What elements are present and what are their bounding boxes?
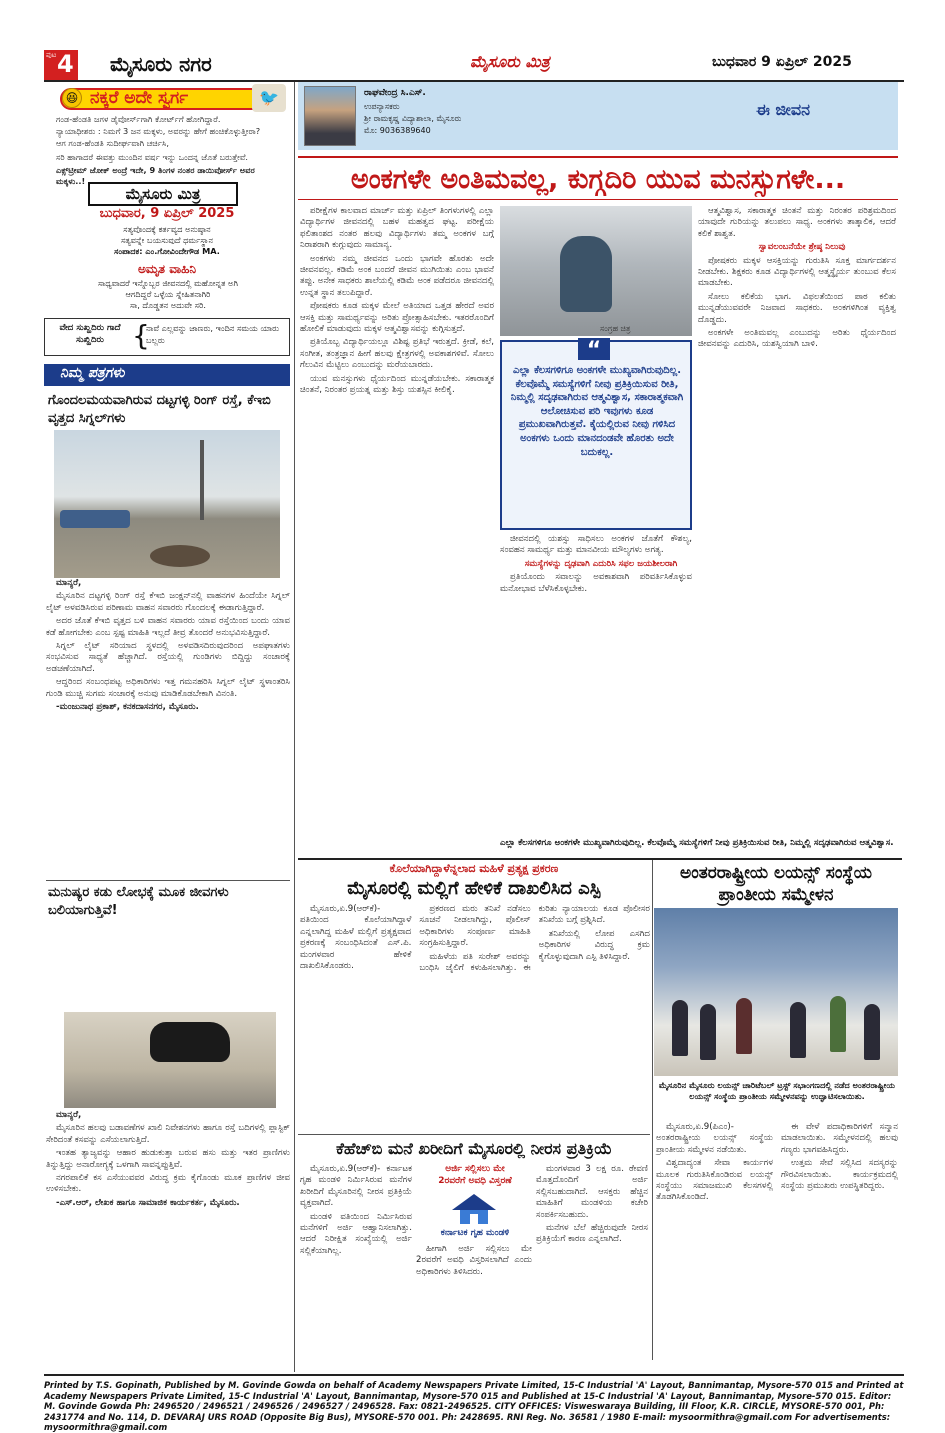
person (790, 1002, 806, 1058)
imprint: Printed by T.S. Gopinath, Published by M. Govinde Gowda on behalf of Academy Newspapers Private Limited, 15-C Industrial 'A' Layout, Bannimantap, Mysore-570 015 and Printed at Academy Newspapers Private Limited, 15-C Industrial 'A' Layout, Bannimantap, Mysore-570 015 and Published at 15-C Industrial 'A' Layout, Bannimantap, Mysore-570 015. Editor: M. Govinde Gowda Ph: 2496520 / 2496521 / 2496526 / 2496527 / 2496528. Fax: 0821-2496525. CITY OFFICES: Visweswaraya Building, III Floor, K.R. CIRCLE, MYSORE-570 001, Ph: 2431774 and No. 114, D. DEVARAJ URS ROAD (Opposite Big Bus), MYSORE-570 001. Ph: 2428695. RNI Reg. No. 36581 / 1980 E-mail: mysoormithra@gmail.com For advertisements: mysoormithra@gmail.com (44, 1380, 904, 1433)
student-figure (560, 236, 612, 312)
promo-name: ಕರ್ನಾಟಕ ಗೃಹ ಮಂಡಳಿ (440, 1228, 510, 1238)
joke-line: ನ್ಯಾಯಾಧೀಶರು : ನಿಮಗೆ 3 ಜನ ಮಕ್ಕಳು, ಅವರನ್ನು ಹೇಗೆ ಹಂಚಿಕೊಳ್ಳುತ್ತೀರಾ? (56, 126, 261, 136)
news-paragraph: ಮೈಸೂರು,ಏ.9(ಪಿಎಂ)- ಅಂತರರಾಷ್ಟ್ರೀಯ ಲಯನ್ಸ್ ಸಂಸ್ಥೆಯ ಪ್ರಾಂತೀಯ ಸಮ್ಮೇಳನ ನಡೆಯಿತು. (656, 1122, 773, 1155)
proverb-right: ನಾವೆ ಎಲ್ಲವನ್ನು ಜಾಣರು, ಇಂದಿನ ಸಮಯ ಯಾರು ಬಲ್ಲರು (146, 323, 280, 345)
feature-paragraph: ಸೋಲು ಕಲಿಕೆಯ ಭಾಗ. ವಿಫಲತೆಯಿಂದ ಪಾಠ ಕಲಿತು ಮುನ್ನಡೆಯುವವರೇ ನಿಜವಾದ ಸಾಧಕರು. ಅಂಕಗಳಿಗಿಂತ ವ್ಯಕ್ತಿತ್ವ ದೊಡ್ಡದು. (698, 291, 896, 325)
letter-signature: -ಮಂಜುನಾಥ ಪ್ರಕಾಶ್, ಕನಕದಾಸನಗರ, ಮೈಸೂರು. (56, 702, 199, 713)
pull-quote: ಎಲ್ಲಾ ಕೆಲಸಗಳಿಗೂ ಅಂಕಗಳೇ ಮುಖ್ಯವಾಗಿರುವುದಿಲ್ಲ. ಕೆಲವೊಮ್ಮೆ ಸಮಸ್ಯೆಗಳಿಗೆ ನೀವು ಪ್ರತಿಕ್ರಿಯಿಸುವ ರೀತಿ, ನಿಮ್ಮಲ್ಲಿ ಸದೃಢವಾಗಿರುವ ಆತ್ಮವಿಶ್ವಾಸ, ಸಕಾರಾತ್ಮಕವಾಗಿ ಆಲೋಚಿಸುವ ಪರಿ ಇವುಗಳು ಕೂಡ ಪ್ರಮುಖವಾಗಿರುತ್ತವೆ. ಕೈಯಲ್ಲಿರುವ ನೀವು ಗಳಿಸಿದ ಅಂಕಗಳು ಒಂದು ಮಾನದಂಡವೇ ಹೊರತು ಅದೇ ಬದುಕಲ್ಲ. (510, 365, 684, 458)
feature-column-2 (500, 534, 692, 836)
divider (298, 858, 902, 860)
brace-icon: { (132, 319, 150, 352)
letter-paragraph: ಮೈಸೂರಿನ ಹಲವು ಬಡಾವಣೆಗಳ ಖಾಲಿ ನಿವೇಶನಗಳು ಹಾಗೂ ರಸ್ತೆ ಬದಿಗಳಲ್ಲಿ ಪ್ಲಾಸ್ಟಿಕ್ ಸೇರಿದಂತೆ ಕಸವನ್ನು ಎಸೆಯಲಾಗುತ್ತಿದೆ. (46, 1123, 290, 1145)
editor-credit: ಸಂಪಾದಕ: ಎಂ.ಗೋವಿಂದೇಗೌಡ MA. (114, 246, 220, 256)
footer-rule (44, 1374, 904, 1376)
author-photo (304, 86, 356, 146)
feature-column-3 (698, 206, 896, 836)
news-paragraph: ಮೈಸೂರು,ಏ.9(ಆರ್‌ಕೆ)- ಪತಿಯಿಂದ ಕೊಲೆಯಾಗಿದ್ದಾಳೆ ಎನ್ನಲಾಗಿದ್ದ ಮಹಿಳೆ ಮಲ್ಲಿಗೆ ಪ್ರತ್ಯಕ್ಷವಾದ ಪ್ರಕರಣಕ್ಕೆ ಸಂಬಂಧಿಸಿದಂತೆ ಎಸ್.ಪಿ. ಮಂಗಳವಾರ ಹೇಳಿಕೆ ದಾಖಲಿಸಿಕೊಂಡರು. (300, 904, 412, 972)
news-paragraph: ಈ ವೇಳೆ ಪದಾಧಿಕಾರಿಗಳಿಗೆ ಸನ್ಮಾನ ಮಾಡಲಾಯಿತು. ಸಮ್ಮೇಳನದಲ್ಲಿ ಹಲವು ಗಣ್ಯರು ಭಾಗವಹಿಸಿದ್ದರು. (781, 1122, 898, 1155)
quote-icon: “ (578, 338, 610, 360)
event-caption: ಮೈಸೂರಿನ ಮೈಸೂರು ಲಯನ್ಸ್ ಚಾರಿಟೆಬಲ್ ಟ್ರಸ್ಟ್ ಸಭಾಂಗಣದಲ್ಲಿ ನಡೆದ ಅಂತರರಾಷ್ಟ್ರೀಯ ಲಯನ್ಸ್ ಸಂಸ್ಥೆಯ ಪ್ರಾಂತೀಯ ಸಮ್ಮೇಳನವನ್ನು ಉದ್ಘಾಟಿಸಲಾಯಿತು. (658, 1080, 896, 1101)
editorial-date: ಬುಧವಾರ, 9 ಏಪ್ರಿಲ್ 2025 (99, 206, 235, 221)
person (672, 1000, 688, 1056)
feature-paragraph: ಪೋಷಕರು ಕೂಡ ಮಕ್ಕಳ ಮೇಲೆ ಅತಿಯಾದ ಒತ್ತಡ ಹೇರದೆ ಅವರ ಆಸಕ್ತಿ ಮತ್ತು ಸಾಮರ್ಥ್ಯವನ್ನು ಅರಿತು ಪ್ರೋತ್ಸಾಹಿಸಬೇಕು. ಇತರರೊಂದಿಗೆ ಹೋಲಿಕೆ ಮಾಡುವುದು ಮಕ್ಕಳ ಆತ್ಮವಿಶ್ವಾಸವನ್ನು ಕುಗ್ಗಿಸುತ್ತದೆ. (300, 301, 494, 335)
letter-paragraph: ಇಂತಹ ತ್ಯಾಜ್ಯವನ್ನು ಆಹಾರ ಹುಡುಕುತ್ತಾ ಬರುವ ಹಸು ಮತ್ತು ಇತರ ಪ್ರಾಣಿಗಳು ತಿನ್ನುತ್ತಿದ್ದು ಅನಾರೋಗ್ಯಕ್ಕೆ ಒಳಗಾಗಿ ಸಾವನ್ನಪ್ಪುತ್ತಿವೆ. (46, 1148, 290, 1170)
cow (150, 1022, 230, 1062)
housing-board-logo-icon (450, 1192, 498, 1226)
column-rule (294, 82, 295, 1372)
section-title: ಮೈಸೂರು ನಗರ (110, 52, 212, 76)
person (830, 996, 846, 1052)
author-role: ಉಪನ್ಯಾಸಕರು (364, 102, 400, 111)
page-tag: ಪುಟ (46, 51, 57, 59)
news-paragraph: ಮಹಿಳೆಯ ಪತಿ ಸುರೇಶ್ ಅವರನ್ನು ಬಂಧಿಸಿ ಜೈಲಿಗೆ ಕಳುಹಿಸಲಾಗಿತ್ತು. ಈ ಕುರಿತು ನ್ಯಾಯಾಲಯ ಕೂಡ ಪೊಲೀಸರ ತನಿಖೆಯ ಬಗ್ಗೆ ಪ್ರಶ್ನಿಸಿದೆ. (419, 904, 650, 974)
letter-1-title: ಗೊಂದಲಮಯವಾಗಿರುವ ದಟ್ಟಗಳ್ಳಿ ರಿಂಗ್ ರಸ್ತೆ, ಕೆಇಬಿ ವೃತ್ತದ ಸಿಗ್ನಲ್‌ಗಳು (48, 393, 271, 426)
news-3-body-right (536, 1164, 648, 1358)
news-3-body-left (300, 1164, 412, 1358)
column-rule (652, 860, 653, 1360)
promo-line: ಅರ್ಜಿ ಸಲ್ಲಿಸಲು ಮೇ (445, 1164, 505, 1174)
letter-paragraph: ಅದರ ಜೊತೆ ಕೆಇಬಿ ವೃತ್ತದ ಬಳಿ ವಾಹನ ಸವಾರರು ಯಾವ ರಸ್ತೆಯಿಂದ ಬಂದು ಯಾವ ಕಡೆ ಹೋಗಬೇಕು ಎಂಬ ಸ್ಪಷ್ಟ ಮಾಹಿತಿ ಇಲ್ಲದೆ ತೀವ್ರ ತೊಂದರೆ ಅನುಭವಿಸುತ್ತಿದ್ದಾರೆ. (46, 616, 290, 638)
feature-paragraph: ಆತ್ಮವಿಶ್ವಾಸ, ಸಕಾರಾತ್ಮಕ ಚಿಂತನೆ ಮತ್ತು ನಿರಂತರ ಪರಿಶ್ರಮದಿಂದ ಯಾವುದೇ ಗುರಿಯನ್ನು ತಲುಪಲು ಸಾಧ್ಯ. ಅಂಕಗಳು ತಾತ್ಕಾಲಿಕ, ಆದರೆ ಕಲಿಕೆ ಶಾಶ್ವತ. (698, 206, 896, 239)
news-1-title: ಮೈಸೂರಲ್ಲಿ ಮಲ್ಲಿಗೆ ಹೇಳಿಕೆ ದಾಖಲಿಸಿದ ಎಸ್ಪಿ (347, 878, 601, 899)
joke-line: ಸರಿ ಹಾಗಾದರೆ ಈವತ್ತು ಮುಂದಿನ ವರ್ಷ ಇನ್ನು ಒಂದನ್ನ ಜೊತೆ ಬರುತ್ತೇವೆ. (56, 152, 249, 162)
news-paragraph: ತನಿಖೆಯಲ್ಲಿ ಲೋಪ ಎಸಗಿದ ಅಧಿಕಾರಿಗಳ ವಿರುದ್ಧ ಕ್ರಮ ಕೈಗೊಳ್ಳುವುದಾಗಿ ಎಸ್ಪಿ ತಿಳಿಸಿದ್ದಾರೆ. (538, 928, 650, 962)
feature-paragraph: ಯುವ ಮನಸ್ಸುಗಳು ಧೈರ್ಯದಿಂದ ಮುನ್ನಡೆಯಬೇಕು. ಸಕಾರಾತ್ಮಕ ಚಿಂತನೆ, ನಿರಂತರ ಪ್ರಯತ್ನ ಮತ್ತು ಶಿಸ್ತು ಯಶಸ್ಸಿನ ಕೀಲಿಕೈ. (300, 373, 494, 396)
news-paragraph: ಪ್ರಕರಣದ ಮರು ತನಿಖೆ ನಡೆಸಲು ಸೂಚನೆ ನೀಡಲಾಗಿದ್ದು, ಪೊಲೀಸ್ ಅಧಿಕಾರಿಗಳು ಸಂಪೂರ್ಣ ಮಾಹಿತಿ ಸಂಗ್ರಹಿಸುತ್ತಿದ್ದಾರೆ. (419, 904, 531, 949)
news-paragraph: ಮೈಸೂರು,ಏ.9(ಆರ್‌ಕೆ)- ಕರ್ನಾಟಕ ಗೃಹ ಮಂಡಳಿ ನಿರ್ಮಿಸಿರುವ ಮನೆಗಳ ಖರೀದಿಗೆ ಮೈಸೂರಿನಲ್ಲಿ ನೀರಸ ಪ್ರತಿಕ್ರಿಯೆ ವ್ಯಕ್ತವಾಗಿದೆ. (300, 1164, 412, 1209)
news-2-body (656, 1122, 898, 1358)
author-phone: ಮೊ: 9036389640 (364, 126, 431, 135)
news-paragraph: ಮನೆಗಳ ಬೆಲೆ ಹೆಚ್ಚಿರುವುದೇ ನೀರಸ ಪ್ರತಿಕ್ರಿಯೆಗೆ ಕಾರಣ ಎನ್ನಲಾಗಿದೆ. (536, 1223, 648, 1245)
joke-line: ಆಗ ಗಂಡ-ಹೆಂಡತಿ ಸುದೀರ್ಘವಾಗಿ ಚರ್ಚಿಸಿ, (56, 138, 169, 148)
editorial-logo: ಮೈಸೂರು ಮಿತ್ರ (88, 182, 238, 206)
joke-title: ನಕ್ಕರೆ ಅದೇ ಸ್ವರ್ಗ (90, 88, 189, 108)
news-paragraph: ಮಂಡಳಿ ವತಿಯಿಂದ ನಿರ್ಮಿಸಿರುವ ಮನೆಗಳಿಗೆ ಅರ್ಜಿ ಆಹ್ವಾನಿಸಲಾಗಿತ್ತು. ಆದರೆ ನಿರೀಕ್ಷಿತ ಸಂಖ್ಯೆಯಲ್ಲಿ ಅರ್ಜಿ ಸಲ್ಲಿಕೆಯಾಗಿಲ್ಲ. (300, 1211, 412, 1256)
letter-2-body (46, 1110, 290, 1370)
joke-line: ಗಂಡ-ಹೆಂಡತಿ ಜಗಳ ಡೈವೋರ್ಸ್‌ಗಾಗಿ ಕೋರ್ಟ್‌ಗೆ ಹೋಗಿದ್ದಾರೆ. (56, 114, 221, 124)
letters-title: ನಿಮ್ಮ ಪತ್ರಗಳು (60, 365, 125, 381)
editorial-line: ಸತ್ಯವನ್ನೇ ಬಯಸುವುದೆ ಧರ್ಮಸ್ಥಾನ (120, 235, 214, 245)
author-org: ಶ್ರೀ ರಾಮಕೃಷ್ಣ ವಿದ್ಯಾಶಾಲಾ, ಮೈಸೂರು (364, 114, 462, 123)
photo-caption: ಸಂಗ್ರಹ ಚಿತ್ರ (600, 324, 631, 333)
letter-paragraph: ಸಿಗ್ನಲ್ ಲೈಟ್ ಸರಿಯಾದ ಸ್ಥಳದಲ್ಲಿ ಅಳವಡಿಸದಿರುವುದರಿಂದ ಅಪಘಾತಗಳು ಸಂಭವಿಸುವ ಸಾಧ್ಯತೆ ಹೆಚ್ಚಾಗಿದೆ. ರಸ್ತೆಯಲ್ಲಿ ಗುಂಡಿಗಳು ಬಿದ್ದಿದ್ದು ಸಂಚಾರಕ್ಕೆ ಅಡಚಣೆಯಾಗಿದೆ. (46, 641, 290, 674)
event-photo (654, 908, 898, 1076)
news-paragraph: ಉತ್ತಮ ಸೇವೆ ಸಲ್ಲಿಸಿದ ಸದಸ್ಯರನ್ನು ಗೌರವಿಸಲಾಯಿತು. ಕಾರ್ಯಕ್ರಮದಲ್ಲಿ ಸಂಸ್ಥೆಯ ಪ್ರಮುಖರು ಉಪಸ್ಥಿತರಿದ್ದರು. (781, 1158, 898, 1192)
letter-paragraph: ಮೈಸೂರಿನ ದಟ್ಟಗಳ್ಳಿ ರಿಂಗ್ ರಸ್ತೆ ಕೆಇಬಿ ಜಂಕ್ಷನ್‌ನಲ್ಲಿ ವಾಹನಗಳ ಹಿಂದೆಯೇ ಸಿಗ್ನಲ್ ಲೈಟ್ ಅಳವಡಿಸಿರುವ ಪರಿಣಾಮ ವಾಹನ ಸವಾರರು ಗೊಂದಲಕ್ಕೆ ಈಡಾಗುತ್ತಿದ್ದಾರೆ. (46, 591, 290, 613)
news-2-title: ಅಂತರರಾಷ್ಟ್ರೀಯ ಲಯನ್ಸ್ ಸಂಸ್ಥೆಯ ಪ್ರಾಂತೀಯ ಸಮ್ಮೇಳನ (680, 863, 872, 905)
person (864, 1004, 880, 1060)
person (736, 998, 752, 1054)
proverb-left: ವೇದ ಸುಖ್ಹದಿರು ಗಾದೆ ಸುಖ್ಹಿದಿರು (59, 323, 121, 345)
amruta-line: ಸಾಧ್ಯವಾದರೆ ಇನ್ನೊಬ್ಬರ ಜೀವನದಲ್ಲಿ ಮಹೋನ್ನತ ಅಗಿ (98, 278, 238, 288)
letter-signature: -ಎಸ್.ಆರ್, ಲೇಖಕ ಹಾಗೂ ಸಾಮಾಜಿಕ ಕಾರ್ಯಕರ್ತ, ಮೈಸೂರು. (56, 1197, 240, 1208)
cartoon-icon: 🐦 (252, 84, 286, 112)
signal-pole (200, 440, 204, 520)
person (700, 1004, 716, 1060)
feature-subhead: ಸ್ವಾವಲಂಬನೆಯೇ ಶ್ರೇಷ್ಠ ನಿಲುವು (758, 242, 846, 253)
editorial-line: ಸತ್ಯವೊಂದಕ್ಕೆ ಕರ್ತವ್ಯದ ಅನುಷ್ಠಾನ (123, 224, 211, 234)
letter-salutation: ಮಾನ್ಯರೆ, (56, 578, 82, 588)
column-name: ಈ ಜೀವನ (756, 100, 810, 119)
pothole (150, 545, 210, 567)
page-date: ಬುಧವಾರ 9 ಏಪ್ರಿಲ್ 2025 (712, 54, 852, 70)
news-3-body-middle (416, 1244, 532, 1358)
news-3-title: ಕೆಹೆಚ್‌ಬಿ ಮನೆ ಖರೀದಿಗೆ ಮೈಸೂರಲ್ಲಿ ನೀರಸ ಪ್ರತಿಕ್ರಿಯೆ (336, 1139, 612, 1158)
feature-paragraph: ಪ್ರತಿಯೊಂದು ಸವಾಲನ್ನು ಅವಕಾಶವಾಗಿ ಪರಿವರ್ತಿಸಿಕೊಳ್ಳುವ ಮನೋಭಾವ ಬೆಳೆಸಿಕೊಳ್ಳಬೇಕು. (500, 572, 692, 594)
news-1-body (300, 904, 650, 1134)
feature-subhead: ಸಮಸ್ಯೆಗಳನ್ನು ದೃಢವಾಗಿ ಎದುರಿಸಿ ಸಫಲ ಜಯಶೀಲರಾಗಿ (524, 558, 678, 569)
laughing-face-icon: 😆 (62, 88, 82, 108)
letter-2-title: ಮನುಷ್ಯರ ಕಡು ಲೋಭಕ್ಕೆ ಮೂಕ ಜೀವಗಳು ಬಲಿಯಾಗುತ್ತಿವೆ! (48, 885, 229, 918)
news-paragraph: ವಿಶ್ವದಾದ್ಯಂತ ಸೇವಾ ಕಾರ್ಯಗಳ ಮೂಲಕ ಗುರುತಿಸಿಕೊಂಡಿರುವ ಲಯನ್ಸ್ ಸಂಸ್ಥೆಯು ಸಮಾಜಮುಖಿ ಕೆಲಸಗಳಲ್ಲಿ ತೊಡಗಿಸಿಕೊಂಡಿದೆ. (656, 1158, 773, 1203)
letter-paragraph: ಆದ್ದರಿಂದ ಸಂಬಂಧಪಟ್ಟ ಅಧಿಕಾರಿಗಳು ಇತ್ತ ಗಮನಹರಿಸಿ ಸಿಗ್ನಲ್ ಲೈಟ್ ಸ್ಥಳಾಂತರಿಸಿ ಗುಂಡಿ ಮುಚ್ಚಿ ಸುಗಮ ಸಂಚಾರಕ್ಕೆ ಅನುವು ಮಾಡಿಕೊಡಬೇಕಾಗಿ ವಿನಂತಿ. (46, 677, 290, 699)
feature-paragraph: ಅಂಕಗಳು ನಮ್ಮ ಜೀವನದ ಒಂದು ಭಾಗವೇ ಹೊರತು ಅದೇ ಜೀವನವಲ್ಲ. ಕಡಿಮೆ ಅಂಕ ಬಂದರೆ ಜೀವನ ಮುಗಿಯಿತು ಎಂಬ ಭಾವನೆ ತಪ್ಪು. ಅನೇಕ ಸಾಧಕರು ಶಾಲೆಯಲ್ಲಿ ಕಡಿಮೆ ಅಂಕ ಪಡೆದರೂ ಜೀವನದಲ್ಲಿ ಉನ್ನತ ಸ್ಥಾನ ತಲುಪಿದ್ದಾರೆ. (300, 253, 494, 298)
feature-paragraph: ಅಂಕಗಳೇ ಅಂತಿಮವಲ್ಲ ಎಂಬುದನ್ನು ಅರಿತು ಧೈರ್ಯದಿಂದ ಜೀವನವನ್ನು ಎದುರಿಸಿ, ಯಶಸ್ವಿಯಾಗಿ ಬಾಳಿ. (698, 328, 896, 350)
news-1-kicker: ಕೊಲೆಯಾಗಿದ್ದಾಳೆನ್ನಲಾದ ಮಹಿಳೆ ಪ್ರತ್ಯಕ್ಷ ಪ್ರಕರಣ (389, 862, 559, 875)
feature-paragraph: ಜೀವನದಲ್ಲಿ ಯಶಸ್ಸು ಸಾಧಿಸಲು ಅಂಕಗಳ ಜೊತೆಗೆ ಕೌಶಲ್ಯ, ಸಂವಹನ ಸಾಮರ್ಥ್ಯ ಮತ್ತು ಮಾನವೀಯ ಮೌಲ್ಯಗಳು ಅಗತ್ಯ. (500, 534, 692, 556)
news-paragraph: ಮಂಗಳವಾರ 3 ಲಕ್ಷ ರೂ. ಠೇವಣಿ ಮೊತ್ತದೊಂದಿಗೆ ಅರ್ಜಿ ಸಲ್ಲಿಸಬಹುದಾಗಿದೆ. ಆಸಕ್ತರು ಹೆಚ್ಚಿನ ಮಾಹಿತಿಗೆ ಮಂಡಳಿಯ ಕಚೇರಿ ಸಂಪರ್ಕಿಸಬಹುದು. (536, 1164, 648, 1220)
feature-paragraph: ಪೋಷಕರು ಮಕ್ಕಳ ಆಸಕ್ತಿಯನ್ನು ಗುರುತಿಸಿ ಸೂಕ್ತ ಮಾರ್ಗದರ್ಶನ ನೀಡಬೇಕು. ಶಿಕ್ಷಕರು ಕೂಡ ವಿದ್ಯಾರ್ಥಿಗಳಲ್ಲಿ ಆತ್ಮಸ್ಥೈರ್ಯ ತುಂಬುವ ಕೆಲಸ ಮಾಡಬೇಕು. (698, 255, 896, 289)
promo-line: 2ರವರೆಗೆ ಅವಧಿ ವಿಸ್ತರಣೆ (438, 1176, 512, 1186)
feature-title: ಅಂಕಗಳೇ ಅಂತಿಮವಲ್ಲ, ಕುಗ್ಗದಿರಿ ಯುವ ಮನಸ್ಸುಗಳೇ... (298, 156, 898, 200)
page-number: 4 (57, 50, 74, 78)
divider (46, 880, 290, 881)
feature-paragraph: ಪರೀಕ್ಷೆಗಳ ಕಾಲವಾದ ಮಾರ್ಚ್ ಮತ್ತು ಏಪ್ರಿಲ್ ತಿಂಗಳುಗಳಲ್ಲಿ ಎಲ್ಲಾ ವಿದ್ಯಾರ್ಥಿಗಳ ಜೀವನದಲ್ಲಿ ಬಹಳ ಮಹತ್ವದ ಘಟ್ಟ. ಪರೀಕ್ಷೆಯ ಫಲಿತಾಂಶದ ನಂತರ ಹಲವು ವಿದ್ಯಾರ್ಥಿಗಳು ತಮ್ಮ ಅಂಕಗಳ ಬಗ್ಗೆ ನಿರಾಶರಾಗಿ ಕುಗ್ಗುವುದು ಸಾಮಾನ್ಯ. (300, 206, 494, 251)
amruta-line: ಆಗದಿದ್ದರೆ ಒಳ್ಳೆಯ ಸ್ನೇಹಿತನಾಗಿರಿ (125, 289, 211, 299)
letter-paragraph: ನಗರಪಾಲಿಕೆ ಕಸ ಎಸೆಯುವವರ ವಿರುದ್ಧ ಕ್ರಮ ಕೈಗೊಂಡು ಮೂಕ ಪ್ರಾಣಿಗಳ ಜೀವ ಉಳಿಸಬೇಕು. (46, 1173, 290, 1195)
news-paragraph: ಹೀಗಾಗಿ ಅರ್ಜಿ ಸಲ್ಲಿಸಲು ಮೇ 2ರವರೆಗೆ ಅವಧಿ ವಿಸ್ತರಿಸಲಾಗಿದೆ ಎಂದು ಅಧಿಕಾರಿಗಳು ತಿಳಿಸಿದರು. (416, 1244, 532, 1277)
feature-footnote: ಎಲ್ಲಾ ಕೆಲಸಗಳಿಗೂ ಅಂಕಗಳೇ ಮುಖ್ಯವಾಗಿರುವುದಿಲ್ಲ. ಕೆಲವೊಮ್ಮೆ ಸಮಸ್ಯೆಗಳಿಗೆ ನೀವು ಪ್ರತಿಕ್ರಿಯಿಸುವ ರೀತಿ, ನಿಮ್ಮಲ್ಲಿ ಸದೃಢವಾಗಿರುವ ಆತ್ಮವಿಶ್ವಾಸ. (500, 838, 894, 848)
feature-column-1 (300, 206, 494, 836)
brand-logo: ಮೈಸೂರು ಮಿತ್ರ (470, 52, 550, 71)
page-number-box (44, 50, 78, 80)
divider (298, 1134, 650, 1135)
author-name: ರಾಘವೇಂದ್ರ ಸಿ.ಎಸ್. (364, 88, 426, 98)
letter-1-body (46, 578, 290, 878)
joke-line: ಎಕ್ಸ್‌ಟ್ರೀಮ್ ಜೋಕ್ ಅಂದ್ರೆ ಇದೇ, 9 ತಿಂಗಳ ನಂತರ ಡಾಯಿವೋರ್ಸ್‌ ಅವರ ಮಕ್ಕಳು..! (56, 165, 255, 186)
feature-paragraph: ಪ್ರತಿಯೊಬ್ಬ ವಿದ್ಯಾರ್ಥಿಯಲ್ಲೂ ವಿಶಿಷ್ಟ ಪ್ರತಿಭೆ ಇರುತ್ತದೆ. ಕ್ರೀಡೆ, ಕಲೆ, ಸಂಗೀತ, ತಂತ್ರಜ್ಞಾನ ಹೀಗೆ ಹಲವು ಕ್ಷೇತ್ರಗಳಲ್ಲಿ ಅವಕಾಶಗಳಿವೆ. ಸೋಲು ಗೆಲುವಿನ ಮೆಟ್ಟಿಲು ಎಂಬುದನ್ನು ಮರೆಯಬಾರದು. (300, 337, 494, 371)
car (60, 510, 130, 528)
amruta-line: ಸಾ, ದೊಡ್ಡತನ ಅದುವೇ ಸರಿ. (129, 300, 207, 310)
letter-salutation: ಮಾನ್ಯರೆ, (56, 1110, 82, 1120)
amruta-title: ಅಮೃತ ವಾಹಿನಿ (137, 262, 197, 276)
